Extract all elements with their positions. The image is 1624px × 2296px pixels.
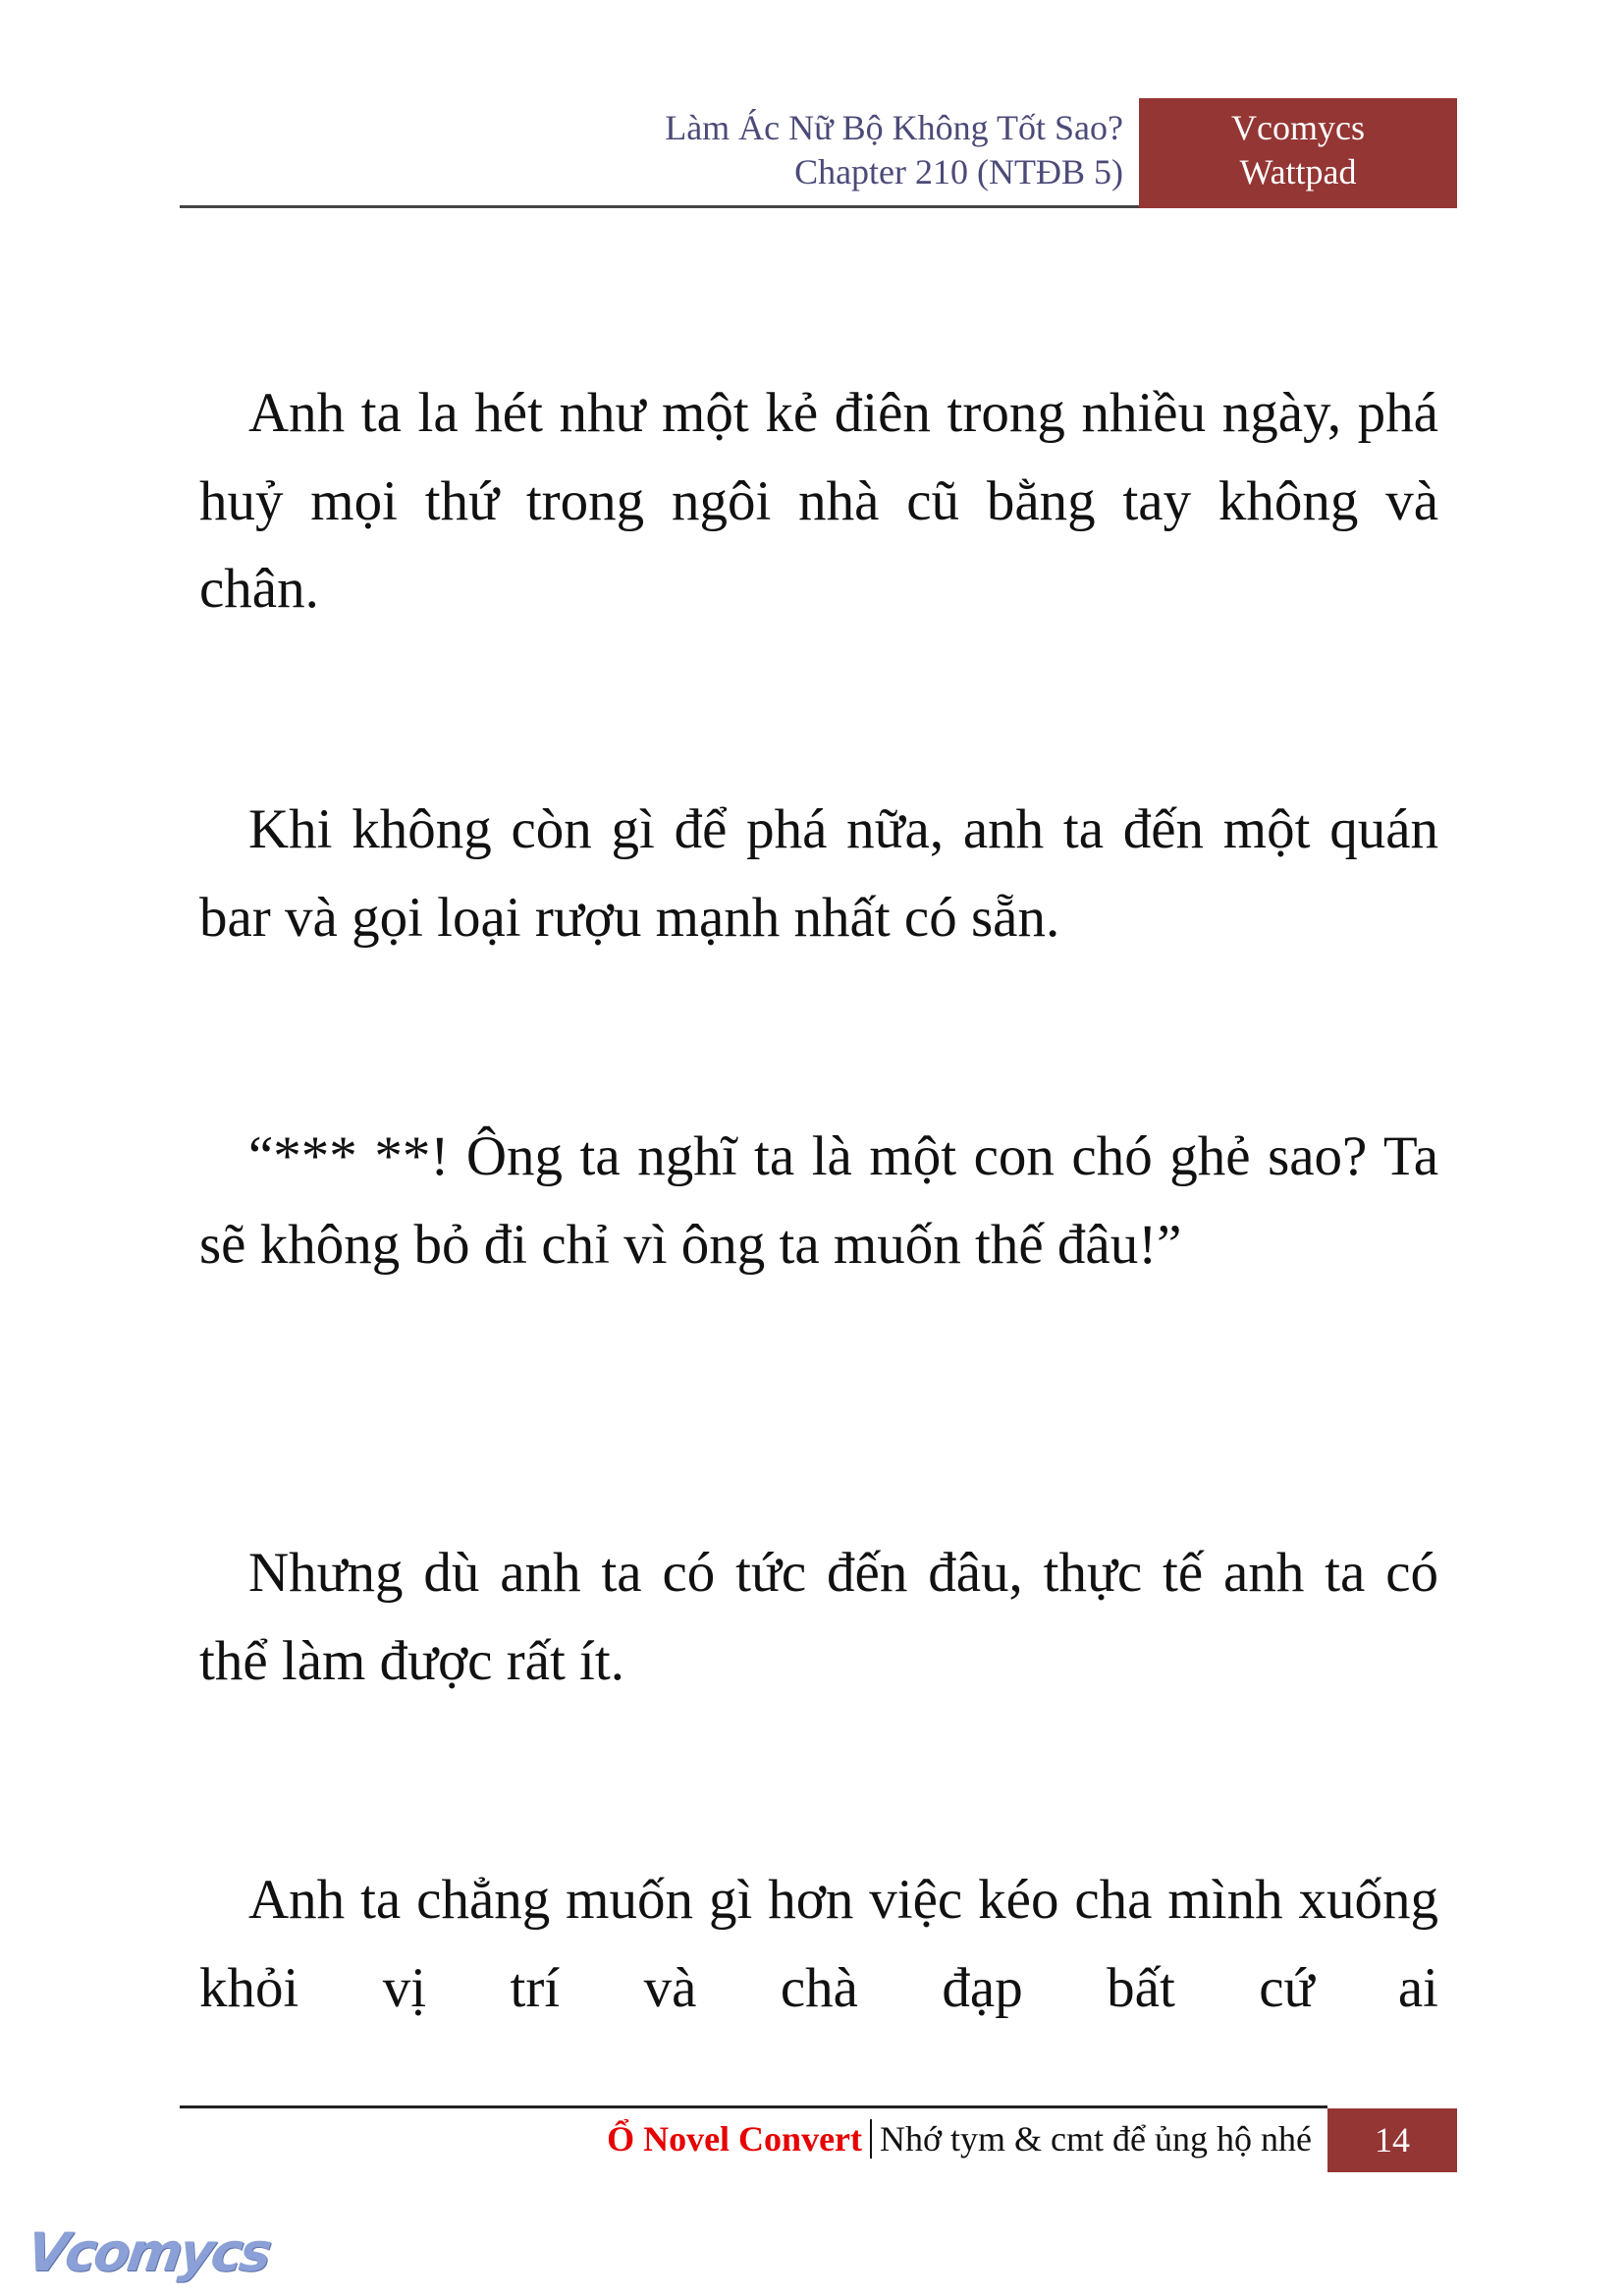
header-title	[665, 106, 1123, 194]
paragraph-5	[199, 1856, 1438, 2032]
badge-line-1: Vcomycs	[1231, 108, 1365, 147]
header-badge	[1139, 98, 1457, 208]
chapter-title: Chapter 210 (NTĐB 5)	[794, 152, 1123, 191]
paragraph-text: Khi không còn gì để phá nữa, anh ta đến một quán bar và gọi loại rượu mạnh nhất có sẵn.	[199, 798, 1438, 949]
badge-line-2: Wattpad	[1239, 152, 1357, 191]
paragraph-text: Nhưng dù anh ta có tức đến đâu, thực tế anh ta có thể làm được rất ít.	[199, 1542, 1438, 1692]
vcomycs-logo: Vcomycs	[23, 2221, 273, 2283]
paragraph-4	[199, 1529, 1438, 1705]
footer-brand: Ổ Novel Convert	[607, 2119, 863, 2159]
paragraph-3	[199, 1113, 1438, 1288]
paragraph-2	[199, 786, 1438, 961]
page-number: 14	[1327, 2108, 1457, 2172]
footer-divider	[180, 2105, 1327, 2108]
footer-text	[607, 2115, 1312, 2162]
header-divider	[180, 205, 1139, 208]
paragraph-text: Anh ta la hét như một kẻ điên trong nhiều ngày, phá huỷ mọi thứ trong ngôi nhà cũ bằng tay không và chân.	[199, 382, 1438, 620]
paragraph-1	[199, 369, 1438, 633]
paragraph-text: “*** **! Ông ta nghĩ ta là một con chó ghẻ sao? Ta sẽ không bỏ đi chỉ vì ông ta muốn thế đâu!”	[199, 1125, 1438, 1276]
footer-message: Nhớ tym & cmt để ủng hộ nhé	[880, 2119, 1312, 2159]
paragraph-text: Anh ta chẳng muốn gì hơn việc kéo cha mình xuống khỏi vị trí và chà đạp bất cứ ai	[199, 1869, 1438, 2019]
book-title: Làm Ác Nữ Bộ Không Tốt Sao?	[665, 108, 1123, 147]
footer-separator	[870, 2119, 872, 2159]
